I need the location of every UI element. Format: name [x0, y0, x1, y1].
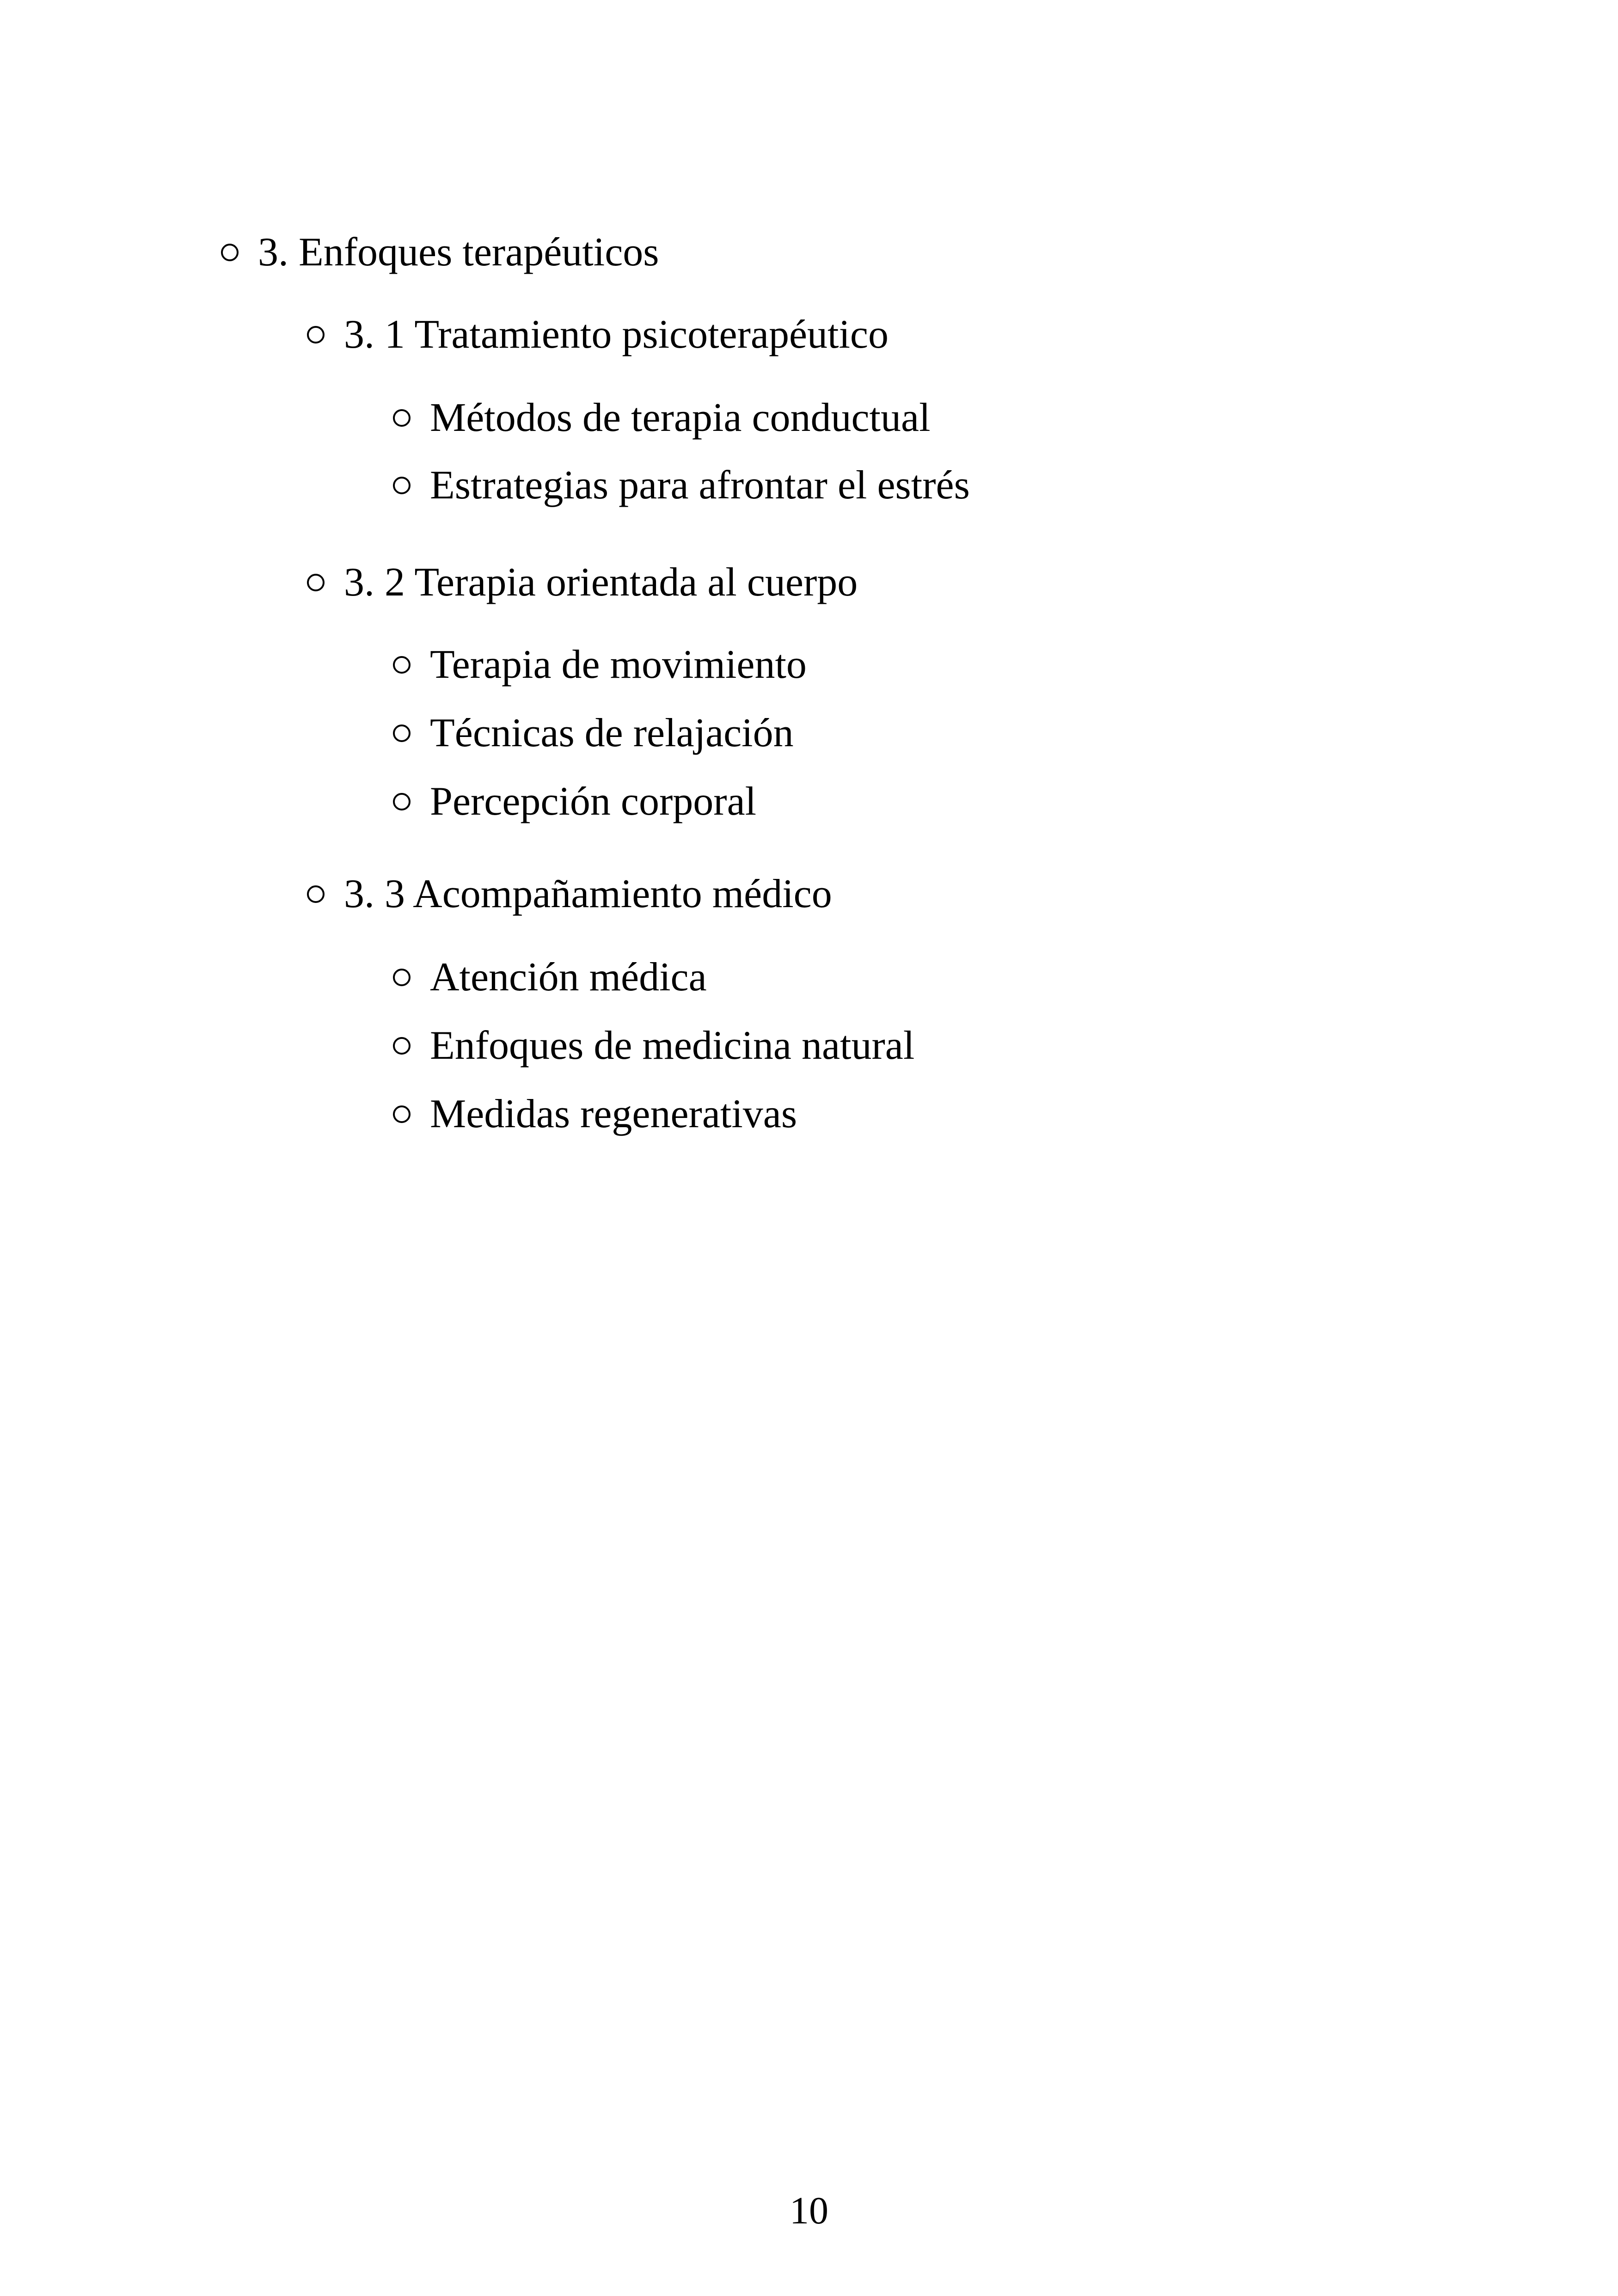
list-item-text: Percepción corporal [430, 779, 757, 824]
subsection-heading-text: 3. 1 Tratamiento psicoterapéutico [344, 312, 889, 357]
list-item-text: Métodos de terapia conductual [430, 395, 931, 440]
hollow-circle-bullet-icon [393, 409, 411, 427]
hollow-circle-bullet-icon [393, 656, 411, 674]
list-item [393, 781, 756, 822]
subsection-heading [307, 562, 858, 603]
section-heading [221, 232, 659, 273]
subsection-heading-text: 3. 3 Acompañamiento médico [344, 872, 832, 916]
list-item [393, 465, 970, 506]
hollow-circle-bullet-icon [393, 724, 411, 742]
list-item-text: Estrategias para afrontar el estrés [430, 463, 970, 508]
hollow-circle-bullet-icon [393, 477, 411, 494]
hollow-circle-bullet-icon [393, 1105, 411, 1123]
hollow-circle-bullet-icon [307, 326, 325, 344]
list-item-text: Atención médica [430, 955, 707, 1000]
page-number: 10 [790, 2189, 828, 2232]
hollow-circle-bullet-icon [307, 574, 325, 591]
hollow-circle-bullet-icon [393, 1037, 411, 1055]
subsection-heading [307, 314, 889, 355]
list-item-text: Medidas regenerativas [430, 1092, 797, 1136]
hollow-circle-bullet-icon [393, 969, 411, 986]
subsection-heading-text: 3. 2 Terapia orientada al cuerpo [344, 560, 858, 605]
section-heading-text: 3. Enfoques terapéuticos [258, 230, 659, 275]
hollow-circle-bullet-icon [393, 793, 411, 810]
list-item [393, 1094, 797, 1135]
list-item [393, 713, 794, 754]
list-item [393, 395, 931, 440]
list-item [393, 642, 807, 687]
list-item [393, 1025, 914, 1066]
list-item-text: Terapia de movimiento [430, 642, 807, 687]
list-item-text: Técnicas de relajación [430, 711, 794, 755]
subsection-heading [307, 874, 832, 915]
list-item [393, 957, 707, 998]
hollow-circle-bullet-icon [221, 244, 239, 261]
list-item-text: Enfoques de medicina natural [430, 1023, 915, 1068]
hollow-circle-bullet-icon [307, 885, 325, 903]
